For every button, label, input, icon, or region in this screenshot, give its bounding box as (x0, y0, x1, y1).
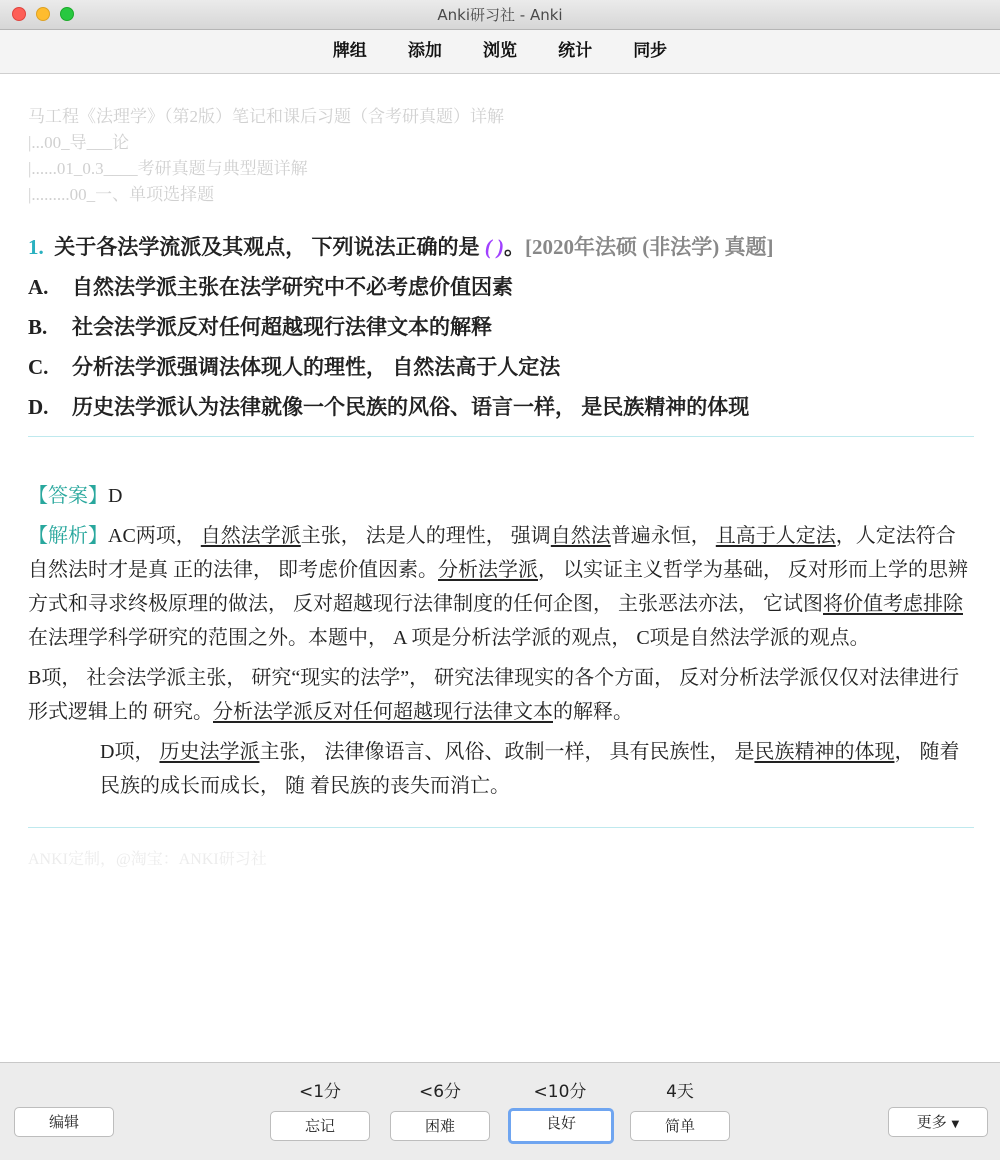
interval-good: <10分 (533, 1082, 587, 1102)
analysis-text: 的解释。 (553, 701, 633, 723)
question-stem (28, 232, 974, 262)
answer-value: D (108, 485, 123, 507)
option-c (28, 352, 974, 382)
menu-add[interactable]: 添加 (407, 41, 442, 61)
more-button[interactable] (888, 1107, 988, 1137)
good-button[interactable]: 良好 (508, 1108, 614, 1144)
analysis-underline: 将价值考虑排除 (823, 593, 963, 615)
analysis-text: B项， 社会法学派主张， 研究“现实的法学”， 研究法律现实的各个方面， 反对分析法学派仅仅对法律进行形式逻辑上的 研究。 (28, 667, 960, 723)
question-divider (28, 436, 974, 437)
option-d (28, 392, 974, 422)
option-a (28, 272, 974, 302)
interval-again: <1分 (298, 1082, 342, 1102)
analysis-label: 【解析】 (28, 525, 108, 547)
analysis-underline: 历史法学派 (159, 741, 260, 763)
window-titlebar (0, 0, 1000, 30)
question-text: 关于各法学流派及其观点， 下列说法正确的是 (54, 235, 480, 259)
menu-browse[interactable]: 浏览 (483, 41, 517, 61)
caret-down-icon: ▼ (951, 1119, 960, 1130)
analysis-underline: 自然法学派 (200, 525, 301, 547)
menu-sync[interactable]: 同步 (633, 41, 668, 61)
watermark-note: ANKI定制，@淘宝：ANKI研习社 (28, 851, 267, 868)
analysis-text: D项， (100, 741, 160, 763)
answer-line (28, 479, 974, 513)
analysis-paragraph-3 (28, 735, 974, 803)
option-letter: B. (28, 315, 48, 339)
easy-button[interactable]: 简单 (630, 1111, 730, 1141)
analysis-text: 在法理学科学研究的范围之外。本题中， A 项是分析法学派的观点， C项是自然法学派的观点。 (28, 627, 870, 649)
more-label: 更多 (916, 1113, 947, 1131)
analysis-text: ， 以实证主义哲学为基础， 反对形而上学的思辨方式和寻求终极原理的做法， 反对超越现行法律制度的任何企图， 主张恶法亦法， 它试图 (28, 559, 968, 615)
analysis-text: 普遍永恒， (610, 525, 716, 547)
menu-decks[interactable]: 牌组 (332, 41, 367, 61)
option-text: 社会法学派反对任何超越现行法律文本的解释 (72, 315, 492, 339)
analysis-text: ，人定法符合自然法时才是真 正的法律， 即考虑价值因素。 (28, 525, 956, 581)
hard-button[interactable]: 困难 (390, 1111, 490, 1141)
deck-path (28, 104, 974, 208)
option-letter: C. (28, 355, 49, 379)
question-number: 1. (28, 235, 44, 259)
analysis-underline: 且高于人定法 (715, 525, 836, 547)
question-block (28, 232, 974, 422)
card-content (28, 74, 974, 869)
deck-path-line: |.........00_一、单项选择题 (28, 185, 215, 204)
interval-hard: <6分 (418, 1082, 462, 1102)
analysis-underline: 分析法学派反对任何超越现行法律文本 (213, 701, 553, 723)
question-source: [2020年法硕 (非法学) 真题] (525, 235, 774, 259)
analysis-text: 主张， 法律像语言、风俗、政制一样， 具有民族性， 是 (259, 741, 755, 763)
analysis-underline: 分析法学派 (438, 559, 538, 581)
question-blank: ( ) (484, 235, 504, 259)
option-text: 自然法学派主张在法学研究中不必考虑价值因素 (72, 275, 513, 299)
option-text: 历史法学派认为法律就像一个民族的风俗、语言一样， 是民族精神的体现 (72, 395, 750, 419)
deck-path-line: |......01_0.3____考研真题与典型题详解 (28, 159, 308, 178)
answer-label: 【答案】 (28, 485, 108, 507)
option-letter: A. (28, 275, 49, 299)
analysis-paragraph-2 (28, 661, 974, 729)
again-button[interactable]: 忘记 (270, 1111, 370, 1141)
option-b (28, 312, 974, 342)
answer-block (28, 479, 974, 803)
answer-divider (28, 827, 974, 828)
analysis-underline: 自然法 (550, 525, 611, 547)
option-letter: D. (28, 395, 49, 419)
edit-button[interactable]: 编辑 (14, 1107, 114, 1137)
analysis-underline: 民族精神的体现 (754, 741, 895, 763)
analysis-text: ， 随着民族的成长而成长， 随 着民族的丧失而消亡。 (100, 741, 960, 797)
review-bottom-bar (0, 1062, 1000, 1160)
option-text: 分析法学派强调法体现人的理性， 自然法高于人定法 (72, 355, 561, 379)
analysis-paragraph-1 (28, 519, 974, 655)
analysis-text: AC两项， (108, 525, 201, 547)
menu-stats[interactable]: 统计 (558, 41, 593, 61)
analysis-text: 主张， 法是人的理性， 强调 (300, 525, 551, 547)
question-period: 。 (504, 235, 525, 259)
window-title: Anki研习社 - Anki (437, 6, 563, 24)
deck-path-line: |...00_导___论 (28, 133, 130, 152)
main-toolbar (0, 30, 1000, 74)
deck-path-line: 马工程《法理学》（第2版）笔记和课后习题（含考研真题）详解 (28, 107, 504, 126)
interval-easy: 4天 (666, 1082, 694, 1102)
